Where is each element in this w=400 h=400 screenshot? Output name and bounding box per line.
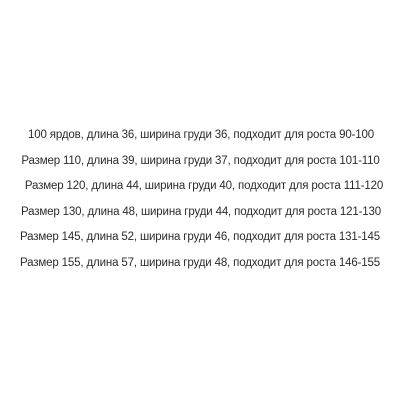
size-line-120: Размер 120, длина 44, ширина груди 40, подходит для роста 111-120 xyxy=(24,180,384,193)
size-chart-list xyxy=(0,128,400,282)
size-line-155: Размер 155, длина 57, ширина груди 48, подходит для роста 146-155 xyxy=(19,256,381,269)
size-line-110: Размер 110, длина 39, ширина груди 37, подходит для роста 101-110 xyxy=(21,154,380,167)
size-line-145: Размер 145, длина 52, ширина груди 46, подходит для роста 131-145 xyxy=(19,231,381,244)
size-line-100: 100 ярдов, длина 36, ширина груди 36, подходит для роста 90-100 xyxy=(28,129,374,141)
size-line-130: Размер 130, длина 48, ширина груди 44, подходит для роста 121-130 xyxy=(20,205,382,218)
